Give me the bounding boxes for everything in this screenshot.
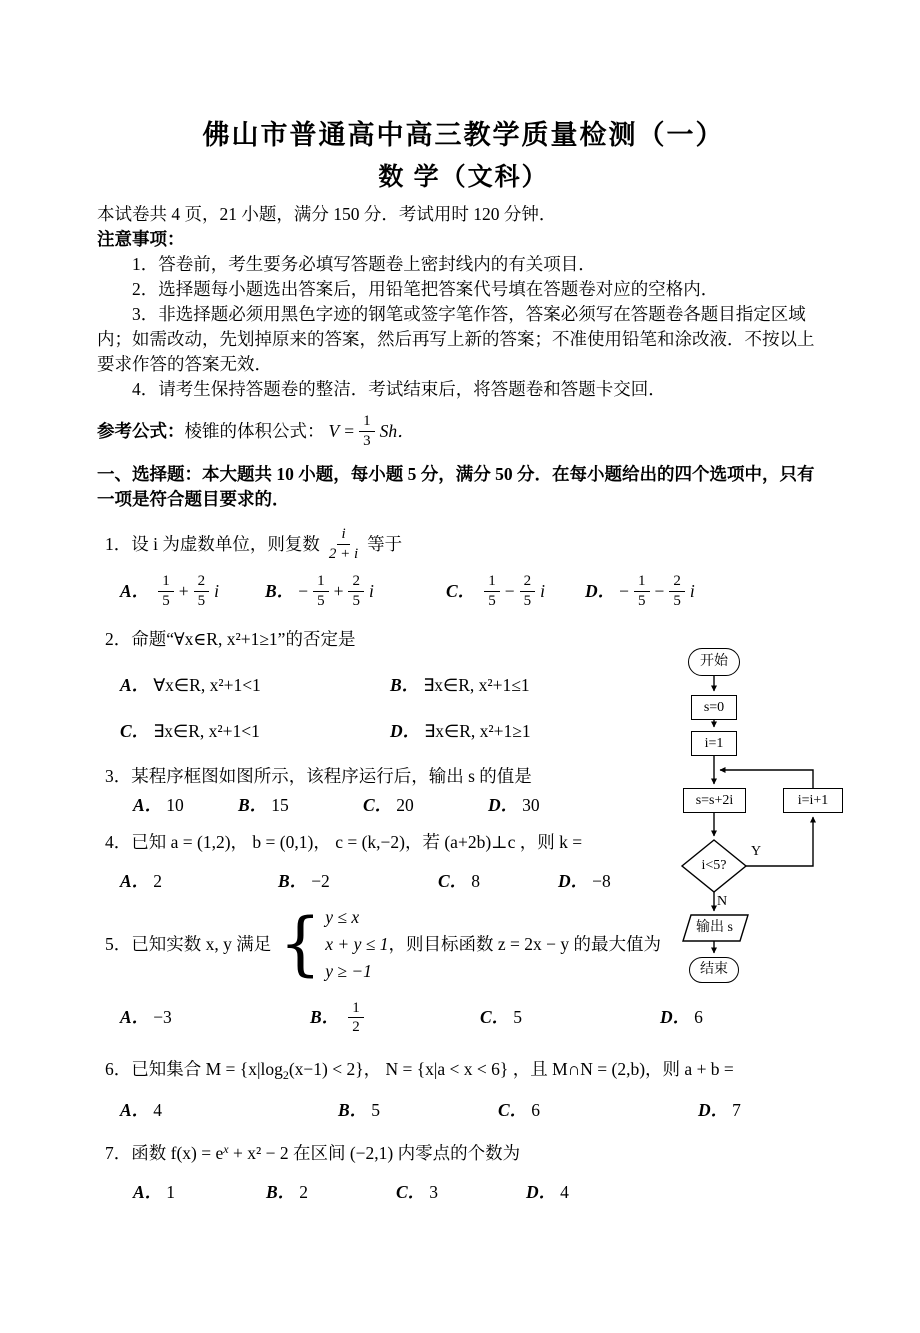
fraction xyxy=(348,572,364,611)
option-a xyxy=(120,572,265,611)
option-label: D． xyxy=(558,870,589,891)
option-b xyxy=(310,999,480,1038)
option-d xyxy=(698,1098,741,1123)
option-text: 7 xyxy=(732,1100,741,1120)
option-text: ∀x∈R, x²+1<1 xyxy=(153,674,261,695)
operator: + xyxy=(333,580,344,601)
exponent: x xyxy=(223,1142,229,1156)
question-4-stem: 4．已知 a = (1,2)， b = (0,1)， c = (k,−2)，若 (a+2b)⊥c ，则 k = xyxy=(105,831,583,852)
log-subscript: 2 xyxy=(282,1068,289,1082)
option-label: D． xyxy=(390,720,421,741)
option-label: B． xyxy=(390,674,420,695)
option-text: 5 xyxy=(513,1007,522,1028)
flowchart xyxy=(650,638,860,990)
formula-label: 参考公式： xyxy=(97,420,185,441)
option-b xyxy=(278,869,438,894)
stem-text: 5．已知实数 x, y 满足 xyxy=(105,933,272,954)
option-text: 5 xyxy=(371,1100,380,1120)
question-1 xyxy=(97,520,830,611)
option-a xyxy=(120,1098,338,1123)
operator: − xyxy=(654,580,665,601)
note-item-4: 4．请考生保持答题卷的整洁．考试结束后，将答题卷和答题卡交回． xyxy=(132,379,666,399)
section-heading xyxy=(97,462,830,512)
option-label: A． xyxy=(133,794,163,815)
flow-update-s-node: s=s+2i xyxy=(683,788,746,813)
flowchart-connectors xyxy=(650,638,860,990)
question-7-options xyxy=(105,1180,830,1205)
option-label: B． xyxy=(265,580,295,601)
fraction-numerator: 1 xyxy=(484,572,500,592)
option-text: 2 xyxy=(153,870,162,891)
option-d xyxy=(488,793,540,818)
fraction xyxy=(313,572,329,611)
fraction-denominator: 2 + i xyxy=(328,545,359,562)
fraction-denominator: 5 xyxy=(638,592,646,609)
flow-yes-label: Y xyxy=(751,844,762,859)
formula-sh: Sh． xyxy=(379,420,415,441)
option-text: 2 xyxy=(299,1182,308,1202)
fraction xyxy=(669,572,685,611)
fraction-denominator: 5 xyxy=(673,592,681,609)
inequality-line: x + y ≤ 1 xyxy=(325,933,389,954)
fraction-denominator: 2 xyxy=(352,1019,360,1036)
fraction-numerator: 1 xyxy=(348,999,364,1019)
question-3-stem: 3．某程序框图如图所示，该程序运行后，输出 s 的值是 xyxy=(105,765,532,786)
option-b xyxy=(338,1098,498,1123)
option-label: B． xyxy=(338,1100,368,1120)
section-rest: 本大题共 10 小题，每小题 5 分，满分 50 分．在每小题给出的四个选项中，只有一项是符合题目要求的． xyxy=(97,464,815,509)
question-6-stem xyxy=(105,1057,830,1088)
option-d xyxy=(526,1180,569,1205)
fraction xyxy=(325,525,362,564)
fraction-denominator: 5 xyxy=(197,592,206,609)
option-label: B． xyxy=(278,870,308,891)
question-6-options xyxy=(105,1098,830,1123)
fraction-numerator: 2 xyxy=(669,572,685,592)
option-text: −8 xyxy=(592,870,611,891)
option-label: A． xyxy=(120,870,150,891)
question-7 xyxy=(97,1137,830,1205)
exam-subtitle: 数 学（文科） xyxy=(378,164,549,191)
option-label: D． xyxy=(698,1100,729,1120)
operator: + xyxy=(178,580,189,601)
option-label: C． xyxy=(446,580,476,601)
system-brace: { xyxy=(279,903,322,985)
option-text: 10 xyxy=(166,794,184,815)
option-label: C． xyxy=(396,1182,426,1202)
fraction-numerator: 1 xyxy=(359,412,375,432)
fraction xyxy=(348,999,364,1038)
option-a xyxy=(133,1180,266,1205)
fraction-denominator: 5 xyxy=(162,592,170,609)
sign: − xyxy=(619,580,630,601)
stem-text: 6．已知集合 M = {x|log xyxy=(105,1059,283,1079)
notes-heading: 注意事项： xyxy=(97,229,185,249)
formula-equals: = xyxy=(344,420,355,441)
stem-text: 1．设 i 为虚数单位，则复数 xyxy=(105,533,320,554)
question-7-stem xyxy=(105,1137,830,1166)
reference-formula xyxy=(97,408,830,454)
option-a xyxy=(120,673,390,698)
variable: i xyxy=(540,580,545,601)
option-c xyxy=(438,869,558,894)
flow-init-i-node: i=1 xyxy=(691,731,737,756)
option-text: 4 xyxy=(560,1182,569,1202)
fraction xyxy=(158,572,174,611)
question-2-stem: 2．命题“∀x∈R, x²+1≥1”的否定是 xyxy=(105,628,356,649)
option-d xyxy=(585,572,695,611)
option-label: C． xyxy=(363,794,393,815)
option-a xyxy=(133,793,238,818)
variable: i xyxy=(368,580,374,601)
note-item-1: 1．答卷前，考生要务必填写答题卷上密封线内的有关项目． xyxy=(132,254,596,274)
option-label: B． xyxy=(310,1007,340,1028)
flow-init-s-node: s=0 xyxy=(691,695,737,720)
option-label: D． xyxy=(488,794,519,815)
option-text: 20 xyxy=(396,794,414,815)
inequality-system xyxy=(325,904,388,985)
fraction xyxy=(484,572,500,611)
question-5-options xyxy=(105,999,830,1038)
option-label: C． xyxy=(498,1100,528,1120)
note-item-3: 3．非选择题必须用黑色字迹的钢笔或签字笔作答，答案必须写在答题卷各题目指定区域内；如需改动，先划掉原来的答案，然后再写上新的答案；不准使用铅笔和涂改液．不按以上要求作答的答案无效． xyxy=(97,304,815,374)
option-text: 6 xyxy=(694,1007,703,1028)
option-text: 4 xyxy=(153,1100,162,1120)
flow-no-label: N xyxy=(717,894,728,909)
fraction-numerator: 1 xyxy=(158,572,174,592)
option-text: 15 xyxy=(271,794,289,815)
option-label: A． xyxy=(120,674,150,695)
option-b xyxy=(266,1180,396,1205)
fraction-numerator: 2 xyxy=(520,572,536,592)
flow-update-i-node: i=i+1 xyxy=(783,788,843,813)
option-label: C． xyxy=(438,870,468,891)
stem-text: 7．函数 f(x) = e xyxy=(105,1143,224,1163)
option-c xyxy=(120,719,390,744)
fraction-numerator: 1 xyxy=(634,572,650,592)
fraction-numerator: 2 xyxy=(194,572,210,592)
option-label: D． xyxy=(660,1007,691,1028)
option-c xyxy=(480,1005,660,1030)
stem-text: 等于 xyxy=(367,533,403,554)
option-c xyxy=(446,572,585,611)
variable: i xyxy=(689,580,695,601)
fraction-denominator: 3 xyxy=(363,432,371,449)
exam-info-line: 本试卷共 4 页，21 小题，满分 150 分．考试用时 120 分钟． xyxy=(97,204,557,224)
question-1-stem xyxy=(105,520,830,568)
fraction-denominator: 5 xyxy=(523,592,532,609)
option-label: B． xyxy=(238,794,268,815)
operator: − xyxy=(504,580,515,601)
option-label: D． xyxy=(526,1182,557,1202)
option-d xyxy=(390,719,531,744)
option-text: −3 xyxy=(153,1007,172,1028)
stem-text: ，则目标函数 z = 2x − y 的最大值为 xyxy=(388,933,661,954)
option-text: 8 xyxy=(471,870,480,891)
option-text: ∃x∈R, x²+1≥1 xyxy=(424,720,531,741)
formula-text: 棱锥的体积公式： xyxy=(184,420,325,441)
fraction xyxy=(634,572,650,611)
formula-variable: V xyxy=(328,420,340,441)
fraction xyxy=(194,572,210,611)
stem-text: + x² − 2 在区间 (−2,1) 内零点的个数为 xyxy=(228,1143,521,1163)
inequality-line: y ≥ −1 xyxy=(325,960,372,981)
option-label: A． xyxy=(133,1182,163,1202)
fraction-denominator: 5 xyxy=(317,592,325,609)
fraction xyxy=(520,572,536,611)
option-text: ∃x∈R, x²+1≤1 xyxy=(423,674,530,695)
inequality-line: y ≤ x xyxy=(325,906,360,927)
option-label: B． xyxy=(266,1182,296,1202)
sign: − xyxy=(298,580,309,601)
flow-condition-label: i<5? xyxy=(701,858,727,873)
question-6 xyxy=(97,1057,830,1123)
flow-output-label: 输出 s xyxy=(696,920,733,935)
option-b xyxy=(238,793,363,818)
option-label: A． xyxy=(120,1007,150,1028)
option-a xyxy=(120,869,278,894)
fraction-numerator: 2 xyxy=(348,572,364,592)
question-1-options xyxy=(105,572,830,611)
option-d xyxy=(660,1005,703,1030)
note-item-2: 2．选择题每小题选出答案后，用铅笔把答案代号填在答题卷对应的空格内． xyxy=(132,279,719,299)
option-d xyxy=(558,869,611,894)
option-c xyxy=(498,1098,698,1123)
fraction-denominator: 5 xyxy=(488,592,496,609)
flow-end-node: 结束 xyxy=(689,957,739,983)
option-label: D． xyxy=(585,580,616,601)
flow-start-node: 开始 xyxy=(688,648,740,676)
fraction-denominator: 5 xyxy=(352,592,360,609)
option-text: 3 xyxy=(429,1182,438,1202)
variable: i xyxy=(214,580,219,601)
option-label: A． xyxy=(120,580,150,601)
stem-text: (x−1) < 2}， N = {x|a < x < 6} ，且 M∩N = (2,b)，则 a + b = xyxy=(288,1059,734,1079)
option-label: C． xyxy=(480,1007,510,1028)
option-c xyxy=(363,793,488,818)
section-lead: 一、选择题： xyxy=(97,464,202,484)
option-text: 6 xyxy=(531,1100,540,1120)
option-a xyxy=(120,1005,310,1030)
option-text: ∃x∈R, x²+1<1 xyxy=(153,720,260,741)
option-text: −2 xyxy=(311,870,330,891)
exam-title: 佛山市普通高中高三教学质量检测（一） xyxy=(202,120,725,150)
option-text: 30 xyxy=(522,794,540,815)
fraction-numerator: 1 xyxy=(313,572,329,592)
option-b xyxy=(265,572,446,611)
option-label: A． xyxy=(120,1100,150,1120)
fraction-numerator: i xyxy=(337,525,349,545)
option-c xyxy=(396,1180,526,1205)
option-b xyxy=(390,673,530,698)
option-text: 1 xyxy=(166,1182,175,1202)
fraction xyxy=(359,412,375,451)
option-label: C． xyxy=(120,720,150,741)
